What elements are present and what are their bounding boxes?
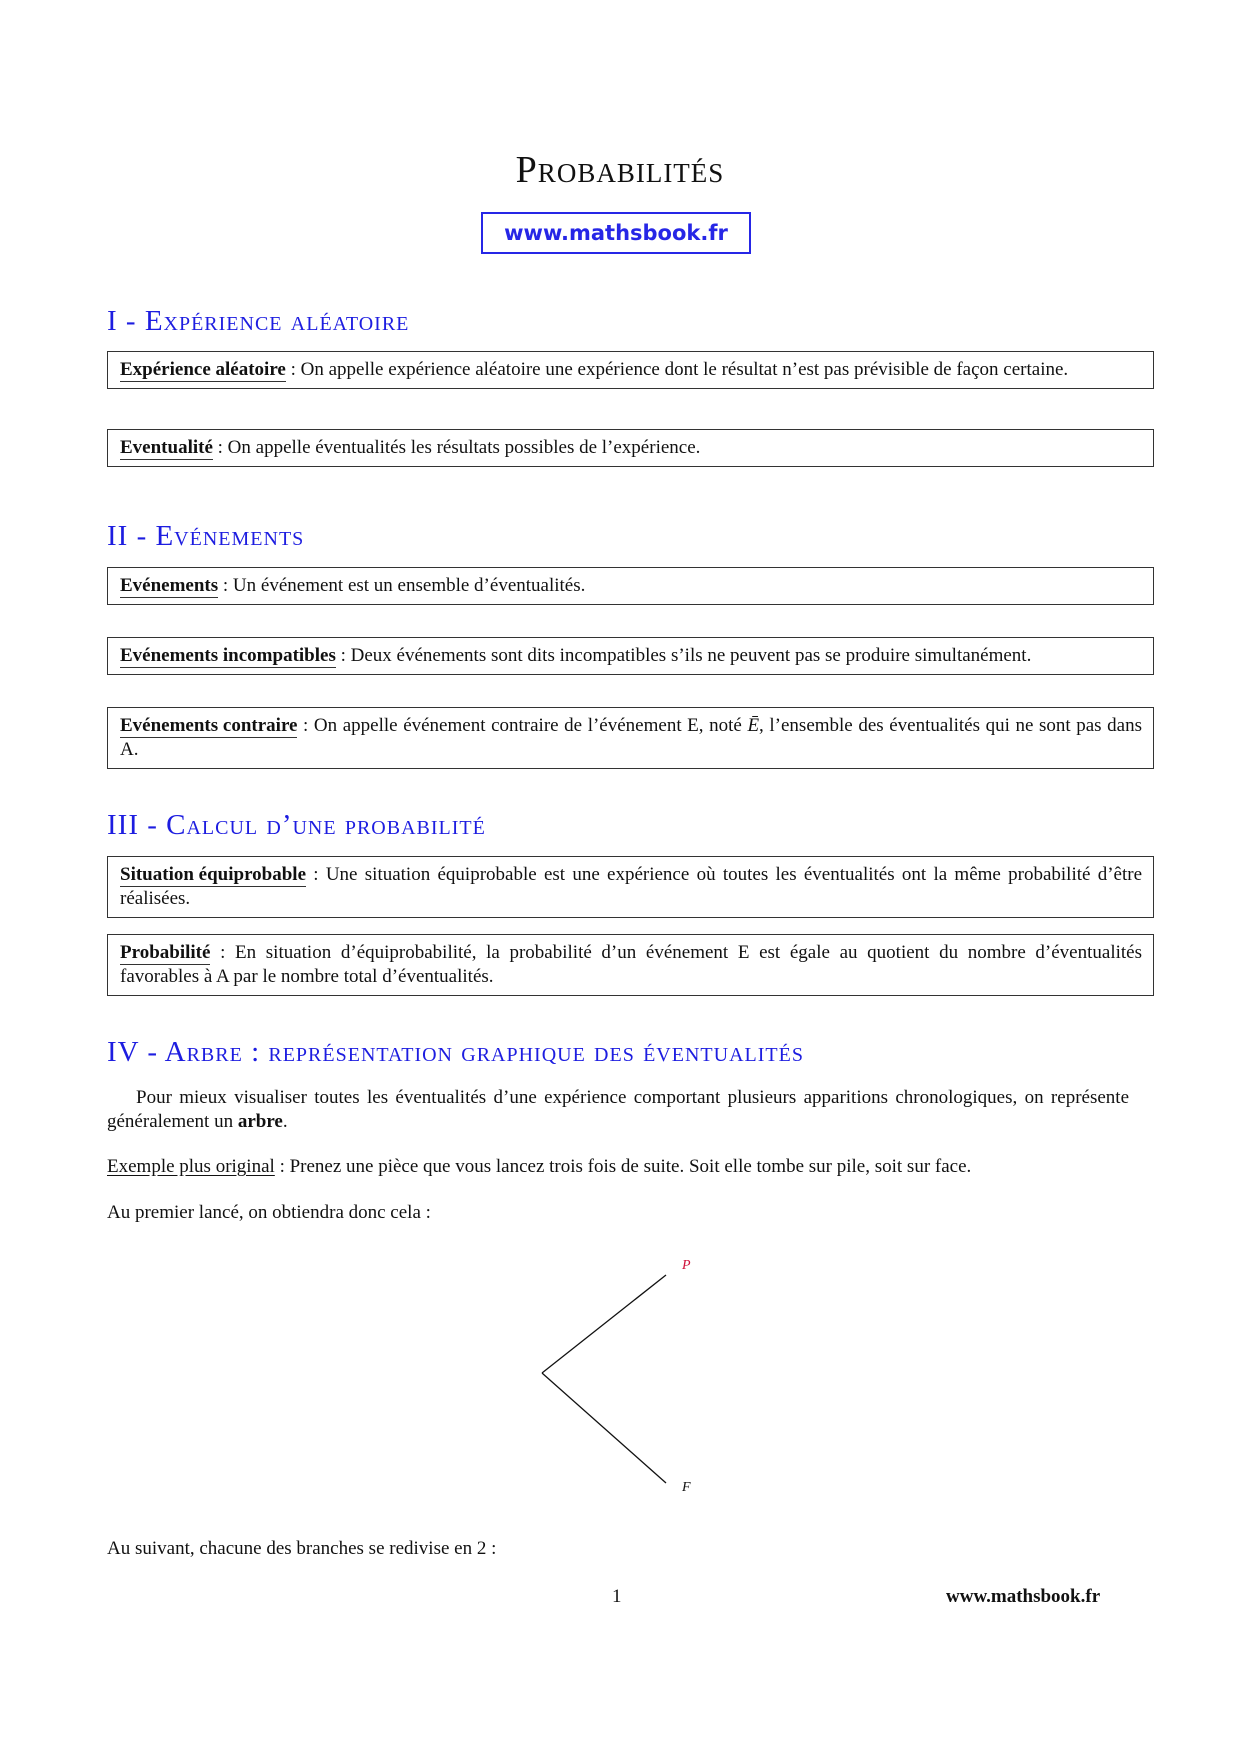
definition-text: : En situation d’équiprobabilité, la probabilité d’un événement E est égale au quotient du nombre d’éventualités favorables à A par le nombre total d’éventualités. bbox=[120, 942, 1142, 987]
definition-text-end: , l’ensemble des éventualités qui ne sont pas dans A. bbox=[120, 715, 1142, 760]
section-heading-3: III - Calcul d’une probabilité bbox=[107, 809, 486, 841]
definition-term: Evénements bbox=[120, 575, 219, 596]
bold-term: arbre bbox=[237, 1111, 283, 1132]
definition-term: Probabilité bbox=[120, 942, 211, 963]
definition-term: Expérience aléatoire bbox=[120, 359, 286, 380]
definition-box-contraire bbox=[107, 707, 1154, 769]
probability-tree-diagram bbox=[530, 1255, 730, 1495]
paragraph-text-end: . bbox=[282, 1111, 288, 1132]
page-title: Probabilités bbox=[515, 149, 725, 191]
paragraph-intro bbox=[107, 1086, 1129, 1134]
definition-text: : Un événement est un ensemble d’éventualités. bbox=[218, 575, 586, 596]
definition-box-incompatibles bbox=[107, 637, 1154, 675]
example-label: Exemple plus original bbox=[107, 1156, 275, 1177]
section-heading-4: IV - Arbre : représentation graphique des éventualités bbox=[107, 1036, 804, 1068]
paragraph-text: Pour mieux visualiser toutes les éventualités d’une expérience comportant plusieurs apparitions chronologiques, on représente généralement un bbox=[107, 1087, 1129, 1132]
definition-box-eventualite bbox=[107, 429, 1154, 467]
definition-box-equiprobable bbox=[107, 856, 1154, 918]
tree-label-face: F bbox=[682, 1480, 691, 1495]
tree-label-pile: P bbox=[682, 1258, 691, 1273]
math-e-bar: Ē bbox=[747, 715, 760, 736]
paragraph-text: : Prenez une pièce que vous lancez trois fois de suite. Soit elle tombe sur pile, soit sur face. bbox=[274, 1156, 972, 1177]
definition-box-evenements bbox=[107, 567, 1154, 605]
section-heading-1: I - Expérience aléatoire bbox=[107, 305, 410, 337]
page-number: 1 bbox=[612, 1586, 622, 1607]
definition-text: : On appelle éventualités les résultats possibles de l’expérience. bbox=[212, 437, 701, 458]
tree-branch-top bbox=[542, 1275, 666, 1373]
definition-term: Eventualité bbox=[120, 437, 213, 458]
definition-term: Evénements contraire bbox=[120, 715, 298, 736]
site-link-box[interactable]: www.mathsbook.fr bbox=[481, 212, 751, 254]
paragraph-example bbox=[107, 1155, 1129, 1179]
tree-branch-bottom bbox=[542, 1373, 666, 1483]
definition-text: : On appelle événement contraire de l’événement E, noté bbox=[297, 715, 748, 736]
footer-site: www.mathsbook.fr bbox=[946, 1586, 1101, 1607]
paragraph-next-throw: Au suivant, chacune des branches se redivise en 2 : bbox=[107, 1538, 497, 1559]
section-heading-2: II - Evénements bbox=[107, 520, 305, 552]
definition-box-experience bbox=[107, 351, 1154, 389]
definition-box-probabilite bbox=[107, 934, 1154, 996]
definition-text: : On appelle expérience aléatoire une expérience dont le résultat n’est pas prévisible de façon certaine. bbox=[285, 359, 1069, 380]
definition-text: : Deux événements sont dits incompatibles s’ils ne peuvent pas se produire simultanément. bbox=[335, 645, 1032, 666]
definition-text: : Une situation équiprobable est une expérience où toutes les éventualités ont la même probabilité d’être réalisées. bbox=[120, 864, 1142, 909]
definition-term: Situation équiprobable bbox=[120, 864, 307, 885]
definition-term: Evénements incompatibles bbox=[120, 645, 336, 666]
paragraph-first-throw: Au premier lancé, on obtiendra donc cela : bbox=[107, 1202, 431, 1223]
